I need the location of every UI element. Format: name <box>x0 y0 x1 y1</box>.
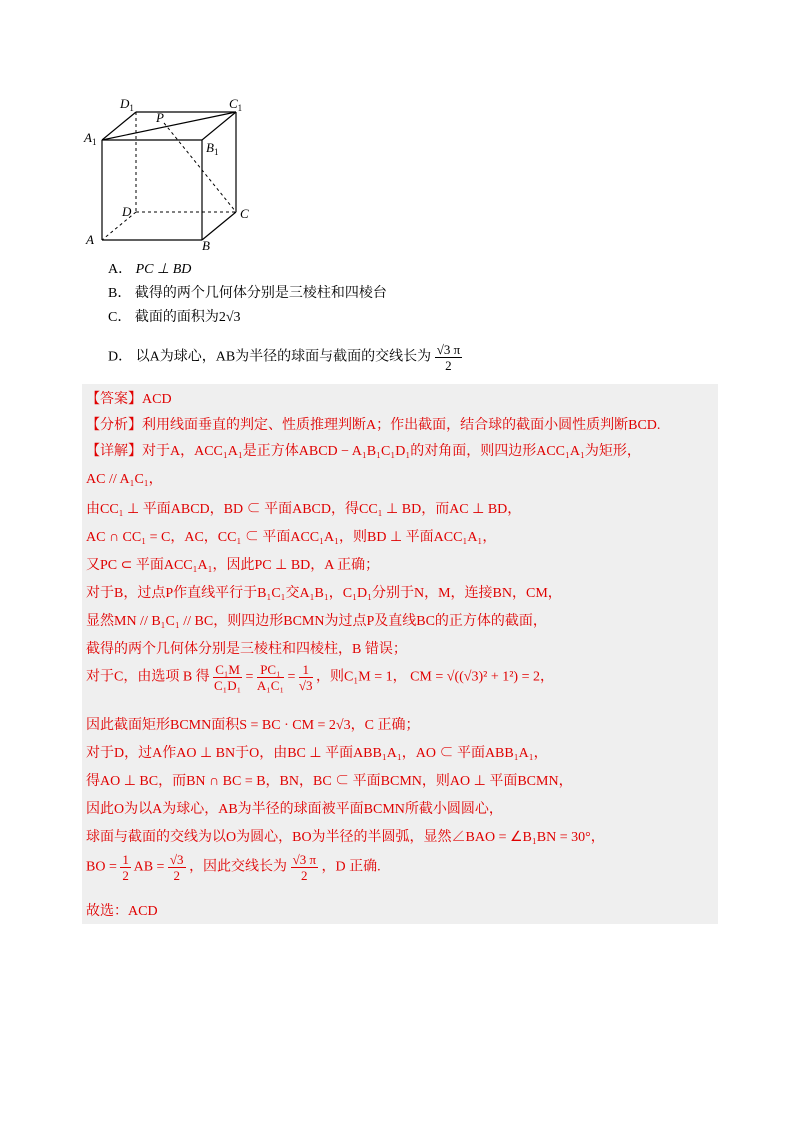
detail-text: CM = √((√3)² + 1²) = 2， <box>410 669 554 685</box>
fraction <box>291 852 318 883</box>
label-P: P <box>156 110 164 125</box>
fraction <box>257 662 284 693</box>
option-b-letter: B． <box>108 286 132 301</box>
option-c <box>108 306 708 330</box>
option-c-letter: C． <box>108 310 132 325</box>
detail-line: AC // A₁C₁， <box>86 472 163 487</box>
option-b-text: 截得的两个几何体分别是三棱柱和四棱台 <box>134 286 387 301</box>
fraction-num: 1 <box>299 662 313 678</box>
option-a <box>108 258 708 282</box>
option-d <box>108 342 708 373</box>
analysis-line: 【分析】利用线面垂直的判定、性质推理判断A；作出截面，结合球的截面小圆性质判断BCD. <box>86 418 661 433</box>
option-d-fraction <box>435 342 462 373</box>
fraction <box>120 852 131 883</box>
fraction-num: C₁M <box>215 662 240 677</box>
detail-line: 由CC₁ ⊥ 平面ABCD，BD ⊂ 平面ABCD，得CC₁ ⊥ BD，而AC ⊥ BD， <box>86 502 522 517</box>
detail-text: BO = <box>86 859 117 875</box>
option-d-frac-den: 2 <box>445 358 452 373</box>
label-B1: $B_1$ <box>206 140 219 157</box>
detail-line-fractions <box>86 662 554 693</box>
option-c-text: 截面的面积为2√3 <box>134 310 241 325</box>
fraction-num: 1 <box>122 852 129 867</box>
label-D1: $D_1$ <box>120 96 134 113</box>
final-choice-line: 故选：ACD <box>86 904 158 919</box>
fraction <box>168 852 186 883</box>
fraction-den: A₁C₁ <box>256 678 284 693</box>
label-C: C <box>240 206 249 221</box>
detail-line: 球面与截面的交线为以O为圆心，BO为半径的半圆弧，显然∠BAO = ∠B₁BN = 30°， <box>86 830 605 845</box>
detail-text: ，D 正确. <box>321 859 381 875</box>
option-d-frac-num: √3 π <box>436 342 461 357</box>
fraction-den: C₁D₁ <box>214 678 242 693</box>
detail-text: AB = <box>133 859 165 875</box>
option-a-text: PC ⊥ BD <box>135 262 192 277</box>
fraction-den: 2 <box>173 868 180 883</box>
label-C1: $C_1$ <box>229 96 243 113</box>
fraction <box>299 662 313 693</box>
detail-line: 得AO ⊥ BC，而BN ∩ BC = B，BN，BC ⊂ 平面BCMN，则AO ⊥ 平面BCMN， <box>86 774 573 789</box>
option-d-letter: D． <box>108 349 133 365</box>
fraction-den: 2 <box>122 868 129 883</box>
option-b <box>108 282 708 306</box>
label-A: A <box>86 232 94 247</box>
detail-text: ，则C₁M = 1， <box>316 669 407 685</box>
option-d-text: 以A为球心，AB为半径的球面与截面的交线长为 <box>135 349 432 365</box>
fraction-num: √3 <box>169 852 184 867</box>
detail-line: 截得的两个几何体分别是三棱柱和四棱柱，B 错误； <box>86 642 407 657</box>
detail-line: AC ∩ CC₁ = C，AC，CC₁ ⊂ 平面ACC₁A₁，则BD ⊥ 平面ACC₁A₁， <box>86 530 497 545</box>
label-B: B <box>202 238 210 252</box>
fraction-den: 2 <box>301 868 308 883</box>
answer-line: 【答案】ACD <box>86 392 172 407</box>
detail-line: 【详解】对于A，ACC₁A₁是正方体ABCD − A₁B₁C₁D₁的对角面，则四边形ACC₁A₁为矩形， <box>86 444 641 459</box>
cube-figure <box>78 92 268 252</box>
fraction-num: PC₁ <box>257 662 284 678</box>
label-D: D <box>122 204 132 219</box>
detail-line: 因此O为以A为球心，AB为半径的球面被平面BCMN所截小圆圆心， <box>86 802 503 817</box>
detail-text: 对于C，由选项 B 得 <box>86 669 210 685</box>
detail-line: 又PC ⊂ 平面ACC₁A₁，因此PC ⊥ BD，A 正确； <box>86 558 380 573</box>
fraction-num: √3 π <box>292 852 317 867</box>
answer-box <box>82 384 718 924</box>
answer-options <box>108 258 708 373</box>
equals-sign: = <box>245 669 254 685</box>
fraction <box>213 662 242 693</box>
detail-line: 因此截面矩形BCMN面积S = BC · CM = 2√3，C 正确； <box>86 718 420 733</box>
detail-line: 对于B，过点P作直线平行于B₁C₁交A₁B₁，C₁D₁分别于N，M，连接BN，CM， <box>86 586 562 601</box>
detail-line-fractions <box>86 852 381 883</box>
label-A1: $A_1$ <box>84 130 97 147</box>
detail-text: ，因此交线长为 <box>189 859 288 875</box>
detail-line: 对于D，过A作AO ⊥ BN于O，由BC ⊥ 平面ABB₁A₁，AO ⊂ 平面ABB₁A₁， <box>86 746 548 761</box>
detail-line: 显然MN // B₁C₁ // BC，则四边形BCMN为过点P及直线BC的正方体的截面， <box>86 614 547 629</box>
cube-diagram <box>78 92 268 252</box>
equals-sign: = <box>287 669 296 685</box>
fraction-den: √3 <box>298 678 313 693</box>
option-a-letter: A． <box>108 262 133 277</box>
